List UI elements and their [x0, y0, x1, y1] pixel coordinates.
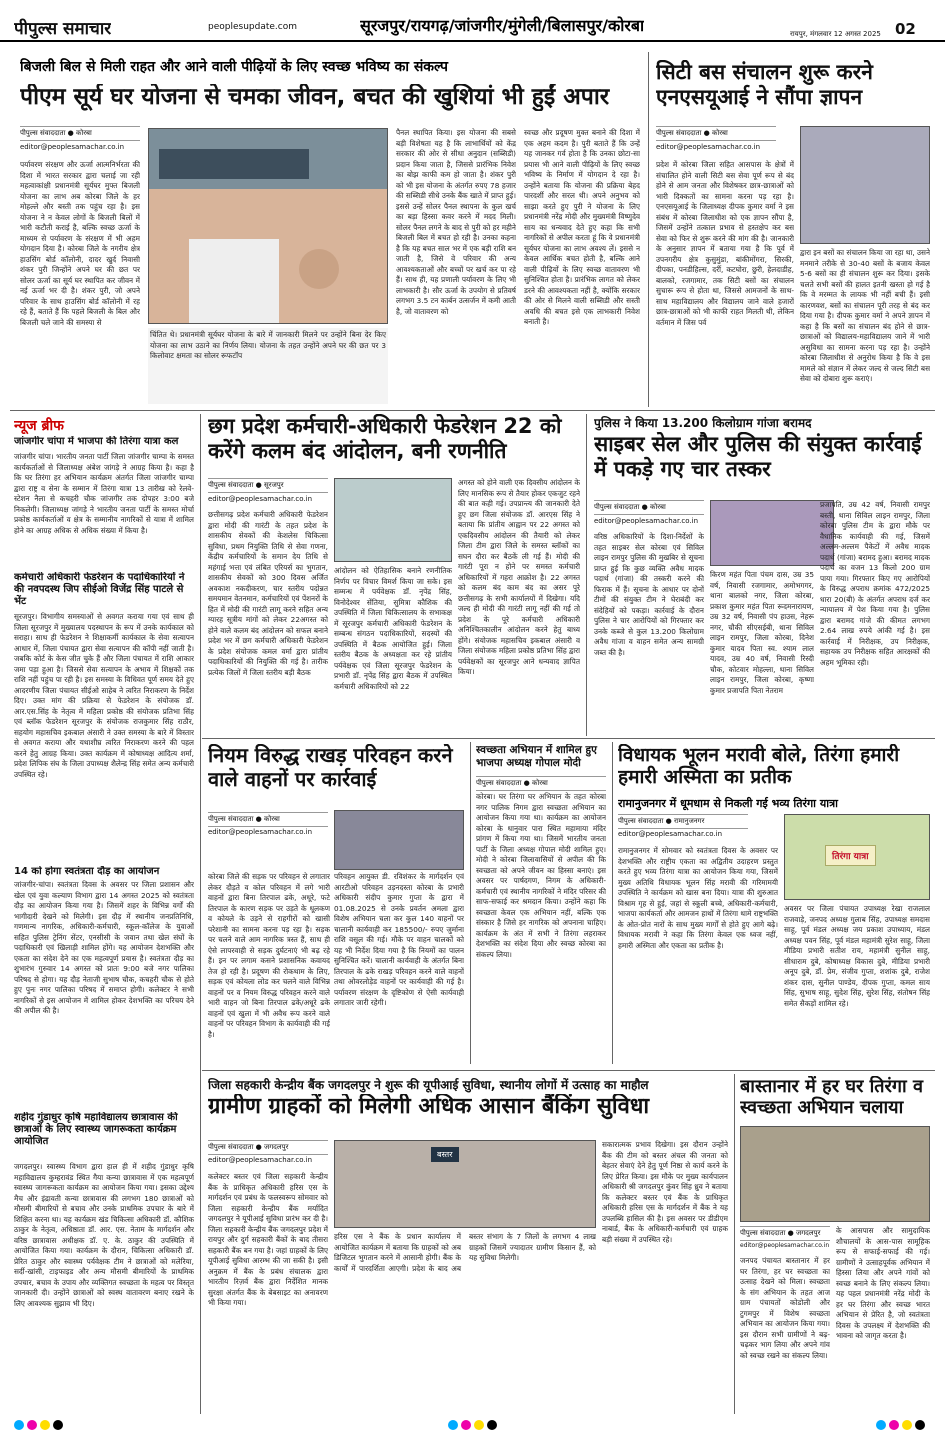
- a5-headline: नियम विरुद्ध राखड़ परिवहन करने वाले वाहनों पर कार्रवाई: [208, 744, 453, 791]
- a7-col2: अवसर पर जिला पंचायत उपाध्यक्ष रेखा राजलाल राजवाड़े, जनपद अध्यक्ष गुलाब सिंह, उपाध्यक्ष समदास साहू, पूर्व मंडल अध्यक्ष जय प्रकाश उपाध्याय, मंडल अध्यक्ष पवन सिंह, पूर्व मंडल महामंत्री सुरेश साहू, जिला मीडिया प्रभारी सतीश राय, महामंत्री सुनील साहू, सीधाराम दुबे, कोषाध्यक्ष विकास दुबे, मीडिया प्रभारी अनूप दुबे, डॉ. प्रेम, संजीव गुप्ता, शशांक दुबे, राजेश शंकर दास, सुनील पाण्डेय, दीपक गुप्ता, कमल साय सिंह, सुभाष साहू, सुदेश सिंह, सुरेश सिंह, संतोषन सिंह समेत सैकड़ों शामिल रहे।: [784, 904, 930, 1008]
- a7-kicker: रामानुजनगर में धूमधाम से निकली गई भव्य तिरंगा यात्रा: [618, 797, 839, 810]
- a8-email: editor@peoplesamachar.co.in: [208, 1156, 313, 1164]
- registration-mark-left: [14, 1420, 66, 1430]
- a8-col3: सकारात्मक प्रभाव दिखेगा। इस दौरान उन्होंने बैंक की टीम को बस्तर अंचल की जनता को बेहतर सेवाएं देने हेतु पूर्ण निष्ठा से कार्य करने के लिए प्रेरित किया। इस मौके पर मुख्य कार्यपालन अधिकारी श्री जगदलपुर कुंवर सिंह ध्रुव ने बताया कि कलेक्टर बस्तर एवं बैंक के प्राधिकृत अधिकारी हरिस एस के मार्गदर्शन में बैंक ने यह उपलब्धि हासिल की है। इस अवसर पर डीडीएम नाबार्ड, बैंक के अधिकारी-कर्मचारी एवं ग्राहक बड़ी संख्या में उपस्थित रहे।: [602, 1140, 728, 1244]
- a1-caption: चिंतित थे। प्रधानमंत्री सूर्यघर योजना के बारे में जानकारी मिलने पर उन्होंने बिना देर किए योजना का लाभ उठाने का निर्णय लिया। योजना के तहत उन्होंने अपने घर की छत पर 3 किलोवाट क्षमता का सोलर रूफटॉप: [148, 328, 388, 404]
- a5-col1: कोरबा जिले की सड़क पर परिवहन से लगातार लेकर दौड़ते व कोल परिवहन में लगे भारी वाहनों द्वारा बिना तिरपाल ढके, अधूरे, फटे तिरपाल के कारण सड़क पर उड़ते के धूलकण व कोयले के उड़ने से राहगीरों को खासी परेशानी का सामना करना पड़ रहा है। सड़क पर चलने वाले आम नागरिक त्रस्त हैं, साथ ही ऐसे लापरवाही से सड़क दुर्घटनाएं भी बढ़ रहे हैं। इन पर लगाम कसने प्रशासनिक कवायद तेज हो रही है। प्रदूषण की रोकथाम के लिए, सड़क एवं कोयला लोड कर चलने वाले विभिन्न वाहनों पर व नियम विरुद्ध परिवहन करने वाले भारी वाहन जो बिना तिरपाल ढके/अधूरे ढके वाहनों एवं खुला में भी अवैध रूप करने वाले वाहनों पर परिवहन विभाग के कार्यवाही की गई है।: [208, 872, 330, 1039]
- page-number: 02: [895, 20, 916, 38]
- a7-headline: विधायक भूलन मरावी बोले, तिरंगा हमारी हमारी अस्मिता का प्रतीक: [618, 744, 900, 789]
- a4-col2: किरण महंत पिता पंचम दास, उम्र 35 वर्ष, निवासी रजगामार, अमोभगगर, थाना बालको नगर, जिला कोरबा, प्रकाश कुमार महंत पिता रूदमनारायण, उम्र 32 वर्ष, निवासी पंप हाउस, नेहरू नगर, चौकी सीएसईबी, थाना सिविल लाइन रामपुर, जिला कोरबा, दिनेश कुमार यादव पिता स्व. श्याम लाल यादव, उम्र 40 वर्ष, निवासी रिस्दी चौक, कोटवार मोहल्ला, थाना सिविल लाइन रामपुर, जिला कोरबा, कृष्णा कुमार प्रजापति पिता नेतराम: [710, 570, 814, 695]
- a9-email: editor@peoplesamachar.co.in: [740, 1242, 830, 1249]
- a1-kicker: बिजली बिल से मिली राहत और आने वाली पीढ़ियों के लिए स्वच्छ भविष्य का संकल्प: [20, 59, 449, 75]
- masthead: [0, 0, 945, 42]
- a6-byline: पीपुल्स संवाददाता ● कोरबा: [476, 776, 606, 791]
- a2-email: editor@peoplesamachar.co.in: [656, 143, 761, 151]
- brief-h4: शहीद गुंडाधुर कृषि महाविद्यालय छात्रावास की छात्राओं के लिए स्वास्थ्य जागरूकता कार्यक्रम आयोजित: [14, 1112, 178, 1147]
- a2-col1: प्रदेश में कोरबा जिला सहित आसपास के क्षेत्रों में संचालित होने वाली सिटी बस सेवा पूर्ण रूप से बंद होने से आम जनता और विशेषकर छात्र-छात्राओं को भारी दिक्कतों का सामना करना पड़ रहा है। एनएसयूआई के जिलाध्यक्ष दीपक कुमार वर्मा ने इस संबंध में कोरबा जिलाधीश को एक ज्ञापन सौंपा है, जिसमें उन्होंने तत्काल प्रभाव से हस्तक्षेप कर बस सेवा को फिर से शुरू करने की मांग की है। जानकारी के अनुसार ज्ञापन में बताया गया है कि पूर्व में उपनगरीय क्षेत्र कुसुमुंडा, बांकीमोंगरा, सिरकी, दीपका, पनडीहिल्स, दर्री, कटघोरा, छुरी, हेलदाडीह, बालको, रजगामार, तक सिटी बसों का संचालन सुचारू रूप से होता था, जिससे आमजनों के साथ-साथ महाविद्यालय और विद्यालय जाने वाले हजारों छात्र-छात्राओं को भी काफी राहत मिलती थी, लेकिन वर्तमान में जिस पर्व: [656, 160, 794, 327]
- a7-byline: पीपुल्स संवाददाता ● रामानुजनगर: [618, 814, 748, 829]
- a7-col1: रामानुजनगर में सोमवार को स्वतंत्रता दिवस के अवसर पर देशभक्ति और राष्ट्रीय एकता का अद्वितीय उदाहरण प्रस्तुत करते हुए भव्य तिरंगा यात्रा का आयोजन किया गया, जिसमें मुख्य अतिथि विधायक भूलन सिंह मरावी की गरिमामयी उपस्थिति ने कार्यक्रम को खास बना दिया। यात्रा की शुरुआत विश्राम गृह से हुई, जहां से स्कूली बच्चे, अधिकारी-कर्मचारी, भाजपा कार्यकर्ता और आमजन हाथों में तिरंगा थामे राष्ट्रभक्ति के ओत-प्रोत नारों के साथ मुख्य मार्गों से होते हुए आगे बढ़े। विधायक मरावी ने कहा कि तिरंगा केवल एक ध्वज नहीं, हमारी अस्मिता और एकता का प्रतीक है।: [618, 846, 778, 950]
- a9-byline: पीपुल्स संवाददाता ● जगदलपुर: [740, 1226, 830, 1241]
- a5-byline: पीपुल्स संवाददाता ● कोरबा: [208, 812, 328, 827]
- a5-col2: परिवहन आयुक्त डी. रविशंकर के मार्गदर्शन एवं आरटीओ परिवहन उड़नदस्ता कोरबा के प्रभारी अधिकारी संदीप कुमार गुप्ता के द्वारा में 01.08.2025 से उनके प्रवर्तन अमला द्वारा विशेष अभियान चला कर कुल 140 वाहनों पर चालानी कार्यवाही कर 185500/- रुपए जुर्माना राशि वसूल की गई। मौके पर वाहन चालकों को यह भी निर्देश दिया गया है कि नियमों का पालन सुनिश्चित करें। चालानी कार्यवाही के अंतर्गत बिना तिरपाल के ढके राखड़ परिवहन करने वाले वाहनों तथा ओवरलोड़ेड वाहनों पर कार्यवाही की गई है। पर्यावरण संरक्षण के दृष्टिकोण से ऐसी कार्यवाही लगातार जारी रहेगी।: [334, 872, 464, 1007]
- brief-h3: 14 को होगा स्वतंत्रता दौड़ का आयोजन: [14, 866, 160, 877]
- cleanliness-drive-photo: [740, 1126, 930, 1222]
- a1-col4: स्वच्छ और प्रदूषण मुक्त बनाने की दिशा में एक अहम कदम है। पुरी बताते हैं कि उन्हें यह जानकर गर्व होता है कि उनका छोटा-सा प्रयास भी आने वाली पीढ़ियों के लिए स्वच्छ भविष्य के निर्माण में योगदान दे रहा है। उन्होंने बताया कि योजना की प्रक्रिया बेहद पारदर्शी और सरल थी। अपने अनुभव को साझा करते हुए पुरी ने योजना के लिए प्रधानमंत्री नरेंद्र मोदी और मुख्यमंत्री विष्णुदेव साय का धन्यवाद देते हुए कहा कि सभी नागरिकों से अपील करता हूं कि वे प्रधानमंत्री सूर्यघर योजना का लाभ अवश्य लें। इससे न केवल आर्थिक बचत होती है, बल्कि आने वाली पीढ़ियों के लिए स्वच्छ वातावरण भी सुनिश्चित होता है। प्रारंभिक लागत को लेकर डरने की आवश्यकता नहीं है, क्योंकि सरकार की ओर से मिलने वाली सब्सिडी और सस्ती अवधि की बचत इसे एक लाभकारी निवेश बनाती है।: [524, 128, 640, 326]
- a5-email: editor@peoplesamachar.co.in: [208, 828, 313, 836]
- a3-col3: अगस्त को होने वाली एक दिवसीय आंदोलन के लिए मानसिक रूप से तैयार होकर एकजुट रहने की बात कही गई। उपप्रान्त्य की जानकारी देते हुए छग जिला संयोजक डॉ. आरएस सिंह ने बताया कि प्रांतीय आह्वान पर 22 अगस्त को एकदिवसीय आंदोलन की तैयारी को लेकर जिला टीम द्वारा जिले के समस्त ब्लॉकों का सघन दौरा कर बैठकें ली गई हैं। मोदी की गारंटी पूरा न होने पर समस्त कर्मचारी अधिकारियों में गहरा आक्रोश है। 22 अगस्त को कलम बंद काम बंद का असर पूरे छत्तीसगढ़ के सभी कार्यालयों में दिखेगा। यदि जल्द ही मोदी की गारंटी लागू नहीं की गई तो प्रदेश के पूरे कर्मचारी अधिकारी अनिश्चितकालीन आंदोलन करने हेतु बाध्य होंगे। संयोजक महासचिव इकबाल अंसारी व जिला संयोजक महिला प्रकोष्ठ प्रतिभा सिंह द्वारा पर्यवेक्षकों का सूरजपुर आने धन्यवाद ज्ञापित किया।: [458, 478, 580, 676]
- a2-byline: पीपुल्स संवाददाता ● कोरबा: [656, 126, 776, 141]
- a6-col1: कोरबा। घर तिरंगा घर अभियान के तहत कोरबा नगर पालिक निगम द्वारा स्वच्छता अभियान का आयोजन किया गया था। कार्यक्रम का आयोजन कोरबा के धानुवार पारा स्थित महामाया मंदिर प्रांगण में किया गया था। जिसमें भारतीय जनता पार्टी के जिला अध्यक्ष गोपाल मोदी शामिल हुए। मोदी ने कोरबा जिलावासियों से अपील की कि स्वच्छता को अपने जीवन का हिस्सा बनाएं। इस अवसर पर पार्षदगण, निगम के अधिकारी-कर्मचारी एवं स्थानीय नागरिकों ने मंदिर परिसर की साफ-सफाई कर श्रमदान किया। उन्होंने कहा कि स्वच्छता केवल एक अभियान नहीं, बल्कि एक संस्कार है जिसे हर नागरिक को अपनाना चाहिए। कार्यक्रम के अंत में सभी ने तिरंगा लहराकर देशभक्ति का संदेश दिया और स्वच्छ कोरबा का संकल्प लिया।: [476, 792, 606, 959]
- a4-email: editor@peoplesamachar.co.in: [594, 517, 699, 525]
- a7-email: editor@peoplesamachar.co.in: [618, 830, 723, 838]
- a3-byline: पीपुल्स संवाददाता ● सूरजपुर: [208, 478, 328, 493]
- brief-h1: जांजगीर चांपा में भाजपा की तिरंगा यात्रा कल: [14, 436, 179, 447]
- brief-h2: कर्मचारी अधिकारी फेडरेशन के पदाधिकारियों ने की नवपदस्थ जिप सीईओ विजेंद्र सिंह पाटले से भेंट: [14, 572, 185, 607]
- a8-byline: पीपुल्स संवाददाता ● जगदलपुर: [208, 1140, 328, 1155]
- a9-col2: के आसपास और सामुदायिक शौचालयों के आस-पास सामूहिक रूप से सफाई-सफाई की गई। ग्रामीणों ने उत्साहपूर्वक अभियान में हिस्सा लिया और अपने गांवों को स्वच्छ बनाने के लिए संकल्प लिया। यह पहल प्रधानमंत्री नरेंद्र मोदी के हर घर तिरंगा और स्वच्छ भारत अभियान से प्रेरित है, जो स्वतंत्रता दिवस के उपलक्ष्य में देशभक्ति की भावना को जागृत करता है।: [836, 1226, 930, 1340]
- a1-byline: पीपुल्स संवाददाता ● कोरबा: [20, 126, 140, 141]
- a9-headline: बास्तानार में हर घर तिरंगा व स्वच्छता अभियान चलाया: [740, 1076, 923, 1119]
- a6-kicker: स्वच्छता अभियान में शामिल हुए भाजपा अध्यक्ष गोपाल मोदी: [476, 744, 597, 769]
- yatra-banner: तिरंगा यात्रा: [825, 845, 876, 866]
- federation-meeting-photo: [334, 478, 452, 562]
- dateline: रायपुर, मंगलवार 12 अगस्त 2025: [790, 30, 881, 38]
- a4-kicker: पुलिस ने किया 13.200 किलोग्राम गांजा बरामद: [594, 416, 812, 430]
- a3-col2: आंदोलन को ऐतिहासिक बनाने रणनीतिक निर्णय पर विचार विमर्श किया जा सके। इस सम्मन्ध में पर्यवेक्षक डॉ. नृपेंद्र सिंह, विनोदेश्वर सेंतिया, सुमित्रा कौशिक की उपस्थिति में जिला चिकित्सालय के सभाकक्ष में सूरजपुर कर्मचारी अधिकारी फेडरेशन के सम्बन्ध संगठन पदाधिकारियों, सदस्यों की उपस्थिति में बैठक आयोजित हुई। जिला स्तरीय बैठक के अध्यक्षता कर रहे प्रांतीय पर्यवेक्षक एवं जिला सूरजपुर फेडरेशन के प्रभारी डॉ. नृपेंद्र सिंह द्वारा बैठक में उपस्थित कर्मचारी अधिकारियों को 22: [334, 566, 452, 691]
- a9-col1: जनपद पंचायत बास्तानार में हर घर तिरंगा, हर घर स्वच्छता का उत्साह देखने को मिला। स्वच्छता के संग अभियान के तहत आज ग्राम पंचायतों कोडोली और टुगमपुर में विशेष स्वच्छता अभियान का आयोजन किया गया। इस दौरान सभी ग्रामीणों ने बढ़-चढ़कर भाग लिया और अपने गांव को स्वच्छ रखने का संकल्प लिया।: [740, 1256, 830, 1360]
- brief-b3: जांजगीर-चांपा। स्वतंत्रता दिवस के अवसर पर जिला प्रशासन और खेल एवं युवा कल्याण विभाग द्वारा 14 अगस्त 2025 को स्वतंत्रता दौड़ का आयोजन किया गया है। जिसमें शहर के विभिन्न वर्गों की भागीदारी देखने को मिलेगी। इस दौड़ में स्थानीय जनप्रतिनिधि, गणमान्य नागरिक, अधिकारी-कर्मचारी, स्कूल-कॉलेज के युवाओं सहित पुलिस ट्रेनिंग सेंटर, एनसीसी के जवान तथा खेल संघों के पदाधिकारी एवं खिलाड़ी शामिल होंगे। यह आयोजन देशभक्ति और एकता का संदेश देने का एक महत्वपूर्ण प्रयास है। स्वतंत्रता दौड़ का शुभारंभ गुरुवार 14 अगस्त को प्रातः 9:00 बजे नगर पालिका परिषद से होगा। यह दौड़ नेताजी सुभाष चौक, कचहरी चौक से होते हुए पुनः नगर पालिका परिषद में समाप्त होगी। कलेक्टर ने सभी नागरिकों से इस आयोजन में शामिल होकर देशभक्ति का परिचय देने की अपील की है।: [14, 880, 194, 1015]
- a8-kicker: जिला सहकारी केन्द्रीय बैंक जगदलपुर ने शुरू की यूपीआई सुविधा, स्थानीय लोगों में उत्साह का माहौल: [208, 1078, 649, 1092]
- truck-photo: [334, 810, 464, 870]
- a1-col1: पर्यावरण संरक्षण और ऊर्जा आत्मनिर्भरता की दिशा में भारत सरकार द्वारा चलाई जा रही महत्वाकांक्षी प्रधानमंत्री सूर्यघर मुफ्त बिजली योजना का लाभ अब कोरबा जिले के हर मोहल्ले और बस्ती तक पहुंच रहा है। इस योजना ने न केवल लोगों के बिजली बिलों में भारी कटौती कराई है, बल्कि स्वच्छ ऊर्जा के माध्यम से पर्यावरण के संरक्षण में भी अहम योगदान दिया है। कोरबा जिले के नगरीय क्षेत्र हाउसिंग बोर्ड कॉलोनी, दादर खुर्द निवासी शंकर पुरी जिन्होंने अपने घर की छत पर सोलर ऊर्जा का सूर्य घर स्थापित कर जीवन में नई ऊर्जा भर दी है। शंकर पुरी, जो अपने परिवार के साथ हाउसिंग बोर्ड कॉलोनी में रह रहे हैं, बताते हैं कि पहले बिजली के बिल और बिजली चले जाने की समस्या से: [20, 160, 140, 327]
- memorandum-photo: [800, 126, 930, 244]
- solar-roof-photo: [148, 128, 388, 324]
- a3-col1: छत्तीसगढ़ प्रदेश कर्मचारी अधिकारी फेडरेशन द्वारा मोदी की गारंटी के तहत प्रदेश के शासकीय सेवकों की केशलेस चिकित्सा सुविधा, प्रथम नियुक्ति तिथि से सेवा गणना, केंद्रीय कर्मचारियों के समान देय तिथि से महंगाई भत्ता एवं लंबित एरियर्स का भुगतान, शासकीय सेवकों को 300 दिवस अर्जित अवकाश नकदीकरण, चार स्तरीय पदोन्नत समयमान वेतनमान, कर्मचारियों एवं पेंशनरों के हित में मोदी की गारंटी लागू करने सहित अन्य ग्यारह सूत्रीय मांगों को लेकर 22अगस्त को होने वाले कलम बंद आंदोलन को सफल बनाने प्रदेश भर में छग कर्मचारी अधिकारी फेडरेशन के प्रदेश संयोजक कमल वर्मा द्वारा प्रांतीय पदाधिकारियों की नियुक्ति की गई है। तारीक प्रत्येक जिलों में जिला स्तरीय बड़ी बैठक: [208, 510, 328, 677]
- a3-headline: छग प्रदेश कर्मचारी-अधिकारी फेडरेशन 22 को करेंगे कलम बंद आंदोलन, बनी रणनीति: [208, 414, 562, 463]
- a4-headline: साइबर सेल और पुलिस की संयुक्त कार्रवाई में पकड़े गए चार तस्कर: [594, 432, 922, 481]
- newspaper-logo: पीपुल्स समाचार: [14, 19, 112, 39]
- a8-col1: कलेक्टर बस्तर एवं जिला सहकारी केन्द्रीय बैंक के प्राधिकृत अधिकारी हरिस एस के मार्गदर्शन एवं प्रबंध के फलस्वरूप सोमवार को जिला सहकारी केन्द्रीय बैंक मर्यादित जगदलपुर ने यूपीआई सुविधा प्रारंभ कर दी है। जिला सहकारी केन्द्रीय बैंक जगदलपुर प्रदेश में रायपुर और दुर्ग सहकारी बैंकों के बाद तीसरा सहकारी बैंक बन गया है। जहां ग्राहकों के लिए यूपीआई सुविधा आरम्भ की जा सकी है। इसी अनुक्रम में बैंक के प्रबंध संचालक द्वारा भारतीय रिज़र्व बैंक द्वारा निर्देशित मानक सुरक्षा अंतर्गत बैंक के बेबसाइट का अनावरण भी किया गया।: [208, 1172, 328, 1307]
- brief-b4: जगदलपुर। स्वास्थ्य विभाग द्वारा हाल ही में शहीद गुंडाधुर कृषि महाविद्यालय कुम्हरावंड स्थित गैया कन्या छात्रावास में एक महत्वपूर्ण स्वास्थ्य जागरूकता कार्यक्रम का आयोजन किया गया। इसका उद्देश्य मैच और इंद्रावती कन्या छात्रावास की लगभग 180 छात्राओं को मौसमी बीमारियों से बचाव और उनके प्राथमिक उपचार के बारे में शिक्षित करना था। यह कार्यक्रम खंड चिकित्सा अधिकारी डॉ. कौशिक ठाकुर के नेतृत्व, अधिष्ठाता डॉ. आर. एस. नेताम के मार्गदर्शन और वरिष्ठ छात्रावास अधीक्षक डॉ. ए. के. ठाकुर की उपस्थिति में आयोजित किया गया। कार्यक्रम के दौरान, चिकित्सा अधिकारी डॉ. प्रेरित ठाकुर और स्वास्थ्य पर्यवेक्षक टीम ने छात्राओं को मलेरिया, सर्दी-खांसी, टाइफाइड और अन्य मौसमी बीमारियों के प्राथमिक उपचार, बचाव के उपाय और व्यक्तिगत स्वच्छता के महत्व पर विस्तृत जानकारी दी। उन्होंने छात्राओं को स्वस्थ वातावरण बनाए रखने के लिए आवश्यक सुझाव भी दिए।: [14, 1162, 194, 1308]
- bank-banner: बस्तर: [431, 1147, 459, 1162]
- a1-col3: पैनल स्थापित किया। इस योजना की सबसे बड़ी विशेषता यह है कि लाभार्थियों को केंद्र सरकार की ओर से सीधा अनुदान (सब्सिडी) प्रदान किया जाता है, जिससे प्रारंभिक निवेश का बोझ काफी कम हो जाता है। शंकर पुरी को भी इस योजना के अंतर्गत रुपए 78 हजार की सब्सिडी सीधे उनके बैंक खाते में प्राप्त हुई। इससे उन्हें सोलर पैनल स्थापना के कुल खर्च का बड़ा हिस्सा कवर करने में मदद मिली। सोलर पैनल लगने के बाद से पुरी को हर महीने बिजली बिल में बचत हो रही है। उनका कहना है कि यह बचत साल भर में एक बड़ी राशि बन जाती है, जिसे वे परिवार की अन्य आवश्यकताओं और बच्चों पर खर्च कर पा रहे हैं। साथ ही, यह प्रणाली पर्यावरण के लिए भी लाभकारी है। सौर ऊर्जा के उपयोग से प्रतिवर्ष लगभग 3.5 टन कार्बन उत्सर्जन में कमी आती है, जो वातावरण को: [396, 128, 516, 316]
- arrested-accused-photo: [710, 500, 834, 566]
- a8-col2: हरिस एस ने बैंक के प्रधान कार्यालय में आयोजित कार्यक्रम में बताया कि ग्राहकों को अब डिजिटल भुगतान करने में आसानी होगी। बैंक के कार्यों में पारदर्शिता आएगी। प्रदेश के बाद अब बस्तर संभाग के 7 जिलों के लगभग 4 लाख ग्राहकों जिसमें ज्यादातर ग्रामीण किसान हैं, को यह सुविधा मिलेगी।: [334, 1232, 596, 1273]
- a8-headline: ग्रामीण ग्राहकों को मिलेगी अधिक आसान बैंकिंग सुविधा: [208, 1094, 650, 1119]
- bank-launch-photo: [334, 1140, 596, 1228]
- website[interactable]: peoplesupdate.com: [208, 22, 297, 32]
- a1-email: editor@peoplesamachar.co.in: [20, 143, 125, 151]
- a2-headline: सिटी बस संचालन शुरू करने एनएसयूआई ने सौंपा ज्ञापन: [656, 60, 873, 109]
- edition-cities: सूरजपुर/रायगढ़/जांजगीर/मुंगेली/बिलासपुर/कोरबा: [360, 16, 645, 35]
- a4-col1: वरिष्ठ अधिकारियों के दिशा-निर्देशों के तहत साइबर सेल कोरबा एवं सिविल लाइन रामपुर पुलिस की मुखबिर से सूचना प्राप्त हुई कि कुछ व्यक्ति अवैध मादक पदार्थ (गांजा) की तस्करी करने की फिराक में हैं। सूचना के आधार पर दोनों टीमों की संयुक्त टीम ने घेराबंदी कर संदेहियों को पकड़ा। कार्रवाई के दौरान पुलिस ने चार आरोपियों को गिरफ्तार कर उनके कब्जे से कुल 13.200 किलोग्राम अवैध गांजा व वाहन समेत अन्य सामग्री जब्त की है।: [594, 532, 704, 657]
- news-brief-title: न्यूज ब्रीफ: [14, 418, 64, 434]
- a1-headline: पीएम सूर्य घर योजना से चमका जीवन, बचत की खुशियां भी हुईं अपार: [20, 84, 610, 110]
- brief-b1: जांजगीर चांपा। भारतीय जनता पार्टी जिला जांजगीर चाम्पा के समस्त कार्यकर्ताओं से जिलाध्यक्ष अंबेश जांगड़े ने आग्रह किया है। कहा है कि घर तिरंगा हर अभियान कार्यक्रम अंतर्गत जिला जांजगीर चाम्पा द्वारा राष्ट्र व सेना के सम्मान में तिरंगा यात्रा 13 तारीख को रेलवे-स्टेशन नैला से कचहरी चौक जांजगीर तक दोपहर 3:00 बजे निकलेगी। जिलाध्यक्ष जांगड़े ने भारतीय जनता पार्टी के समस्त मोर्चा प्रकोष्ठ कार्यकर्ताओं व क्षेत्र के सम्मानीय नागरिकों से यात्रा में शामिल होने का आग्रह अधिक से अधिक संख्या में किया है।: [14, 452, 194, 535]
- registration-mark-center: [448, 1420, 500, 1430]
- a4-col3: प्रजापति, उम्र 42 वर्ष, निवासी रामपुर बस्ती, थाना सिविल लाइन रामपुर, जिला कोरबा पुलिस टीम के द्वारा मौके पर वैधानिक कार्यवाही की गई, जिसमें अल्लम-अल्लम पैकेटों में अवैध मादक पदार्थ (गांजा) बरामद हुआ। बरामद मादक पदार्थ का वजन 13 किलो 200 ग्राम पाया गया। गिरफ्तार किए गए आरोपियों के विरुद्ध अपराध क्रमांक 472/2025 धारा 20(बी) के अंतर्गत अपराध दर्ज कर न्यायालय में पेश किया गया है। पुलिस द्वारा बरामद गांजे की कीमत लगभग 2.64 लाख रुपये आंकी गई है। इस कार्रवाई में निरीक्षक, उप निरीक्षक, सहायक उप निरीक्षक सहित आरक्षकों की अहम भूमिका रही।: [820, 500, 930, 667]
- a3-email: editor@peoplesamachar.co.in: [208, 495, 313, 503]
- registration-mark-right: [876, 1420, 928, 1430]
- brief-b2: सूरजपुर। विभागीय समस्याओं से अवगत कराया गया एवं साथ ही जिला सूरजपुर में मुख्यालय पदस्थापन के रूप में उनके कार्यकाल को सराहा। साथ ही फेडरेशन ने शिक्षाकर्मी कार्यकाल के सेवा सत्यापन आधार में, जिला पंचायत द्वारा सेवा सत्यापन की कॉपी नहीं जाती है। जबकि कोर्ट के केस जीत चुके हैं और जिला पंचायत में राशि आकार जमा पड़ा हुआ है। जिससे सेवा सत्यापन के अभाव में शिक्षकों तक राशि नहीं पहुंच पा रही है। इस समस्या के विधिवत पूर्ण समय देते हुए आदरणीय जिला पंचायत सीईओ साहेब ने त्वरित निराकरण के निर्देश दिए। उक्त मांग की प्रक्रिया से फेडरेशन के संयोजक डॉ. आर.एस.सिंह के नेतृत्व में महिला प्रकोष्ठ की संयोजक प्रतिभा सिंह एवं ब्लॉक फेडरेशन सूरजपुर के संयोजक राजकुमार सिंह राठौर, सहयोग महासचिव इकबाल अंसारी ने उक्त समस्या के बारे में विस्तार से अवगत कराया और यथाशीघ्र त्वरित निराकरण करने की पहल करने हेतु आग्रह किया। उक्त कार्यक्रम में कोषाध्यक्ष आदित्य शर्मा, प्रदेश लिपिक संघ के जिला उपाध्यक्ष शैलेन्द्र सिंह समेत अन्य कर्मचारी उपस्थित रहे।: [14, 612, 194, 779]
- tiranga-yatra-photo: [784, 814, 930, 900]
- a4-byline: पीपुल्स संवाददाता ● कोरबा: [594, 500, 704, 515]
- a2-col2: द्वारा इन बसों का संचालन किया जा रहा था, उसने मनमाने तरीके से 30-40 बसों के बजाय केवल 5-6 बसों का ही संचालन शुरू कर दिया। इसके चलते सभी बसों की हालत इतनी खस्ता हो गई है कि वे मरम्मत के लायक भी नहीं बची हैं। इसी कारणवश, बसों का संचालन पूरी तरह से बंद कर दिया गया है। दीपक कुमार वर्मा ने अपने ज्ञापन में कहा है कि बसों का संचालन बंद होने से छात्र-छात्राओं को विद्यालय-महाविद्यालय जाने में भारी असुविधा का सामना करना पड़ रहा है। उन्होंने कोरबा जिलाधीश से अनुरोध किया है कि वे इस मामले को संज्ञान में लेकर जल्द से जल्द सिटी बस सेवा को दोबारा शुरू कराएं।: [800, 248, 930, 383]
